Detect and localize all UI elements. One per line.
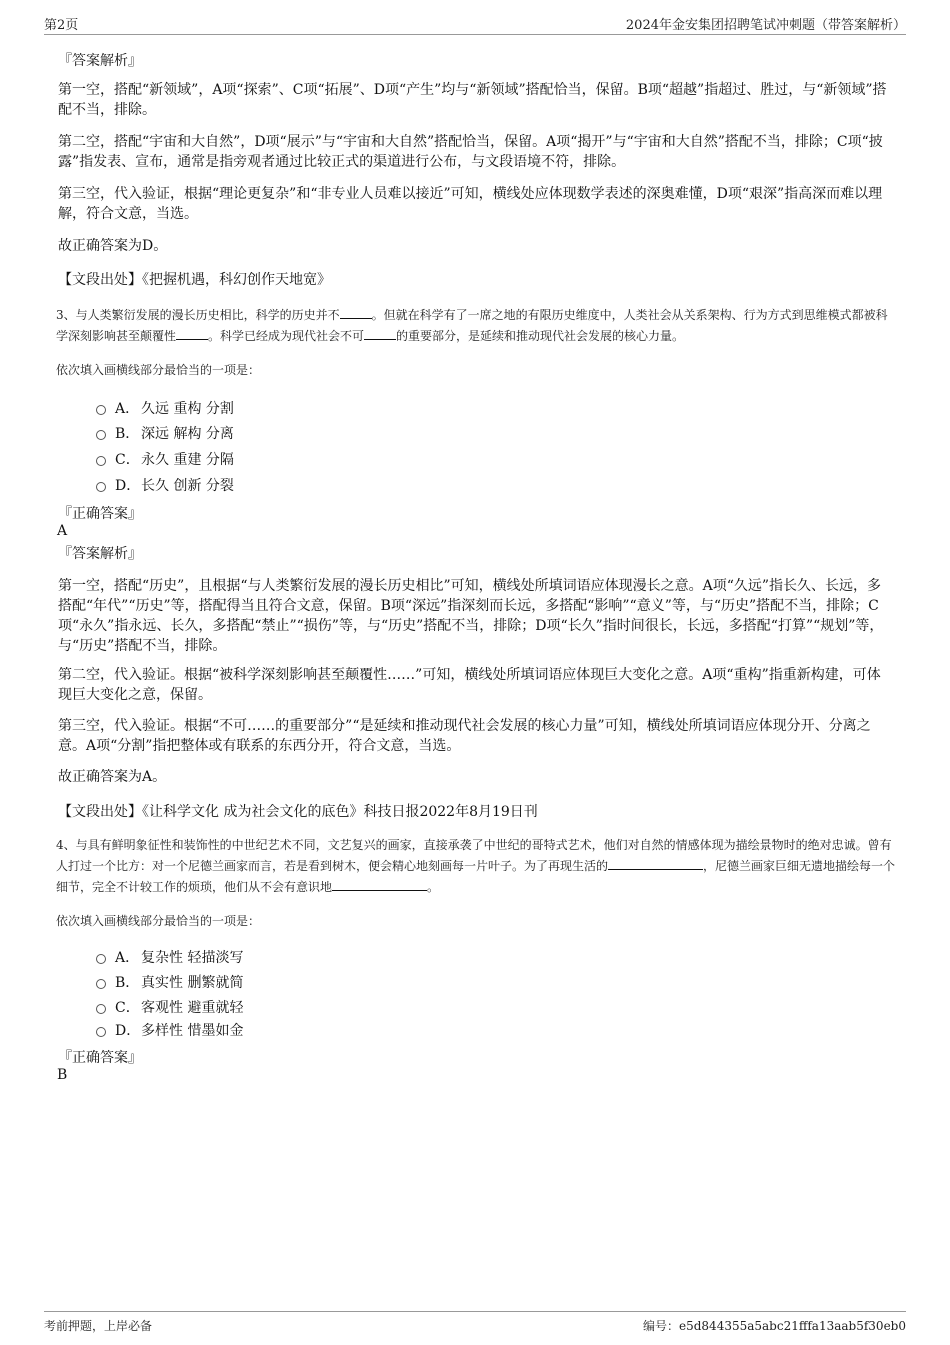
radio-icon[interactable] — [96, 979, 106, 989]
q3-answer: A — [57, 523, 68, 539]
q3-stem-part: 的重要部分，是延续和推动现代社会发展的核心力量。 — [396, 329, 685, 343]
q4-option-c[interactable] — [96, 997, 243, 1017]
option-letter: A． — [115, 401, 140, 417]
q3-option-b[interactable] — [96, 423, 234, 443]
q4-option-d[interactable] — [96, 1020, 243, 1040]
q2-conclusion: 故正确答案为D。 — [58, 238, 168, 254]
option-letter: B． — [115, 426, 140, 442]
q3-analysis-p2: 第二空，代入验证。根据“被科学深刻影响甚至颠覆性……”可知，横线处所填词语应体现巨大变化之意。A项“重构”指重新构建，可体现巨大变化之意，保留。 — [58, 667, 881, 703]
footer-slogan: 考前押题，上岸必备 — [44, 1319, 153, 1333]
q2-analysis-label: 『答案解析』 — [58, 53, 142, 69]
q2-analysis-p1: 第一空，搭配“新领域”，A项“探索”、C项“拓展”、D项“产生”均与“新领域”搭配恰当，保留。B项“超越”指超过、胜过，与“新领域”搭配不当，排除。 — [58, 82, 887, 118]
option-text: 多样性 惜墨如金 — [141, 1023, 244, 1039]
q3-source: 【文段出处】《让科学文化 成为社会文化的底色》科技日报2022年8月19日刊 — [58, 804, 538, 820]
option-text: 真实性 删繁就简 — [141, 975, 244, 991]
q2-analysis-p2: 第二空，搭配“宇宙和大自然”，D项“展示”与“宇宙和大自然”搭配恰当，保留。A项“揭开”与“宇宙和大自然”搭配不当，排除；C项“披露”指发表、宣布，通常是指旁观者通过比较正式的渠道进行公布，与文段语境不符，排除。 — [58, 134, 883, 170]
q3-prompt: 依次填入画横线部分最恰当的一项是： — [56, 363, 261, 377]
page-header — [44, 14, 906, 35]
q3-analysis-p1: 第一空，搭配“历史”，且根据“与人类繁衍发展的漫长历史相比”可知，横线处所填词语应体现漫长之意。A项“久远”指长久、长远，多搭配“年代”“历史”等，搭配得当且符合文意，保留。B项“深远”指深刻而长远，多搭配“影响”“意义”等，与“历史”搭配不当，排除；C项“永久”指永远、长久，多搭配“禁止”“损伤”等，与“历史”搭配不当，排除；D项“长久”指时间很长，长远，多搭配“打算”“规划”等，与“历史”搭配不当，排除。 — [58, 578, 884, 654]
option-letter: B． — [115, 975, 140, 991]
radio-icon[interactable] — [96, 1027, 106, 1037]
option-letter: C． — [115, 452, 140, 468]
option-letter: D． — [115, 478, 141, 494]
document-title: 2024年金安集团招聘笔试冲刺题（带答案解析） — [625, 18, 906, 33]
option-letter: C． — [115, 1000, 140, 1016]
page-number: 第2页 — [44, 18, 79, 33]
q3-option-a[interactable] — [96, 398, 234, 418]
q4-option-a[interactable] — [96, 947, 243, 967]
radio-icon[interactable] — [96, 1004, 106, 1014]
answer-blank — [364, 327, 396, 340]
option-text: 长久 创新 分裂 — [141, 478, 234, 494]
q3-stem-part: 3、与人类繁衍发展的漫长历史相比，科学的历史并不 — [56, 308, 340, 322]
answer-blank — [608, 857, 703, 870]
q4-answer: B — [57, 1067, 68, 1083]
q3-answer-label: 『正确答案』 — [58, 506, 142, 522]
option-text: 客观性 避重就轻 — [141, 1000, 244, 1016]
page-footer — [44, 1311, 906, 1334]
q4-prompt: 依次填入画横线部分最恰当的一项是： — [56, 914, 261, 928]
q4-option-b[interactable] — [96, 972, 243, 992]
option-letter: D． — [115, 1023, 141, 1039]
option-text: 深远 解构 分离 — [141, 426, 234, 442]
q4-stem-part: 。 — [427, 880, 440, 894]
radio-icon[interactable] — [96, 456, 106, 466]
option-text: 久远 重构 分割 — [141, 401, 234, 417]
q3-option-c[interactable] — [96, 449, 234, 469]
q4-stem-part: 4、与具有鲜明象征性和装饰性的中世纪艺术不同，文艺复兴的画家，直接承袭了中世纪的哥特式艺术，他们对自然的情感体现为描绘景物时的绝对忠诚。曾有人打过一个比方：对一个尼德兰画家而言，若是看到树木，便会精心地刻画每一片叶子。为了再现生活的 — [56, 838, 892, 873]
answer-blank — [176, 327, 208, 340]
q4-stem — [56, 835, 896, 898]
q3-analysis-p3: 第三空，代入验证。根据“不可……的重要部分”“是延续和推动现代社会发展的核心力量”可知，横线处所填词语应体现分开、分离之意。A项“分割”指把整体或有联系的东西分开，符合文意，当选。 — [58, 718, 871, 754]
option-text: 复杂性 轻描淡写 — [141, 950, 244, 966]
radio-icon[interactable] — [96, 482, 106, 492]
answer-blank — [340, 306, 372, 319]
q3-stem-part: 。但就在科学有了一席之地的有限历史维度中，人类社会从关系架构、行为方式到思维模式都被科学深刻影响甚至颠覆性 — [56, 308, 888, 343]
q3-conclusion: 故正确答案为A。 — [58, 769, 167, 785]
document-code: 编号：e5d844355a5abc21fffa13aab5f30eb0 — [643, 1319, 906, 1333]
q4-answer-label: 『正确答案』 — [58, 1050, 142, 1066]
q3-analysis-label: 『答案解析』 — [58, 546, 142, 562]
q3-option-d[interactable] — [96, 475, 234, 495]
radio-icon[interactable] — [96, 954, 106, 964]
q3-stem-part: 。科学已经成为现代社会不可 — [208, 329, 365, 343]
q3-stem — [56, 305, 896, 347]
option-letter: A． — [115, 950, 140, 966]
q4-stem-part: ，尼德兰画家巨细无遗地描绘每一个细节，完全不计较工作的烦琐，他们从不会有意识地 — [56, 859, 896, 894]
radio-icon[interactable] — [96, 405, 106, 415]
option-text: 永久 重建 分隔 — [141, 452, 234, 468]
radio-icon[interactable] — [96, 430, 106, 440]
q2-analysis-p3: 第三空，代入验证，根据“理论更复杂”和“非专业人员难以接近”可知，横线处应体现数学表述的深奥难懂，D项“艰深”指高深而难以理解，符合文意，当选。 — [58, 186, 883, 222]
q2-source: 【文段出处】《把握机遇，科幻创作天地宽》 — [58, 272, 331, 288]
answer-blank — [332, 878, 427, 891]
